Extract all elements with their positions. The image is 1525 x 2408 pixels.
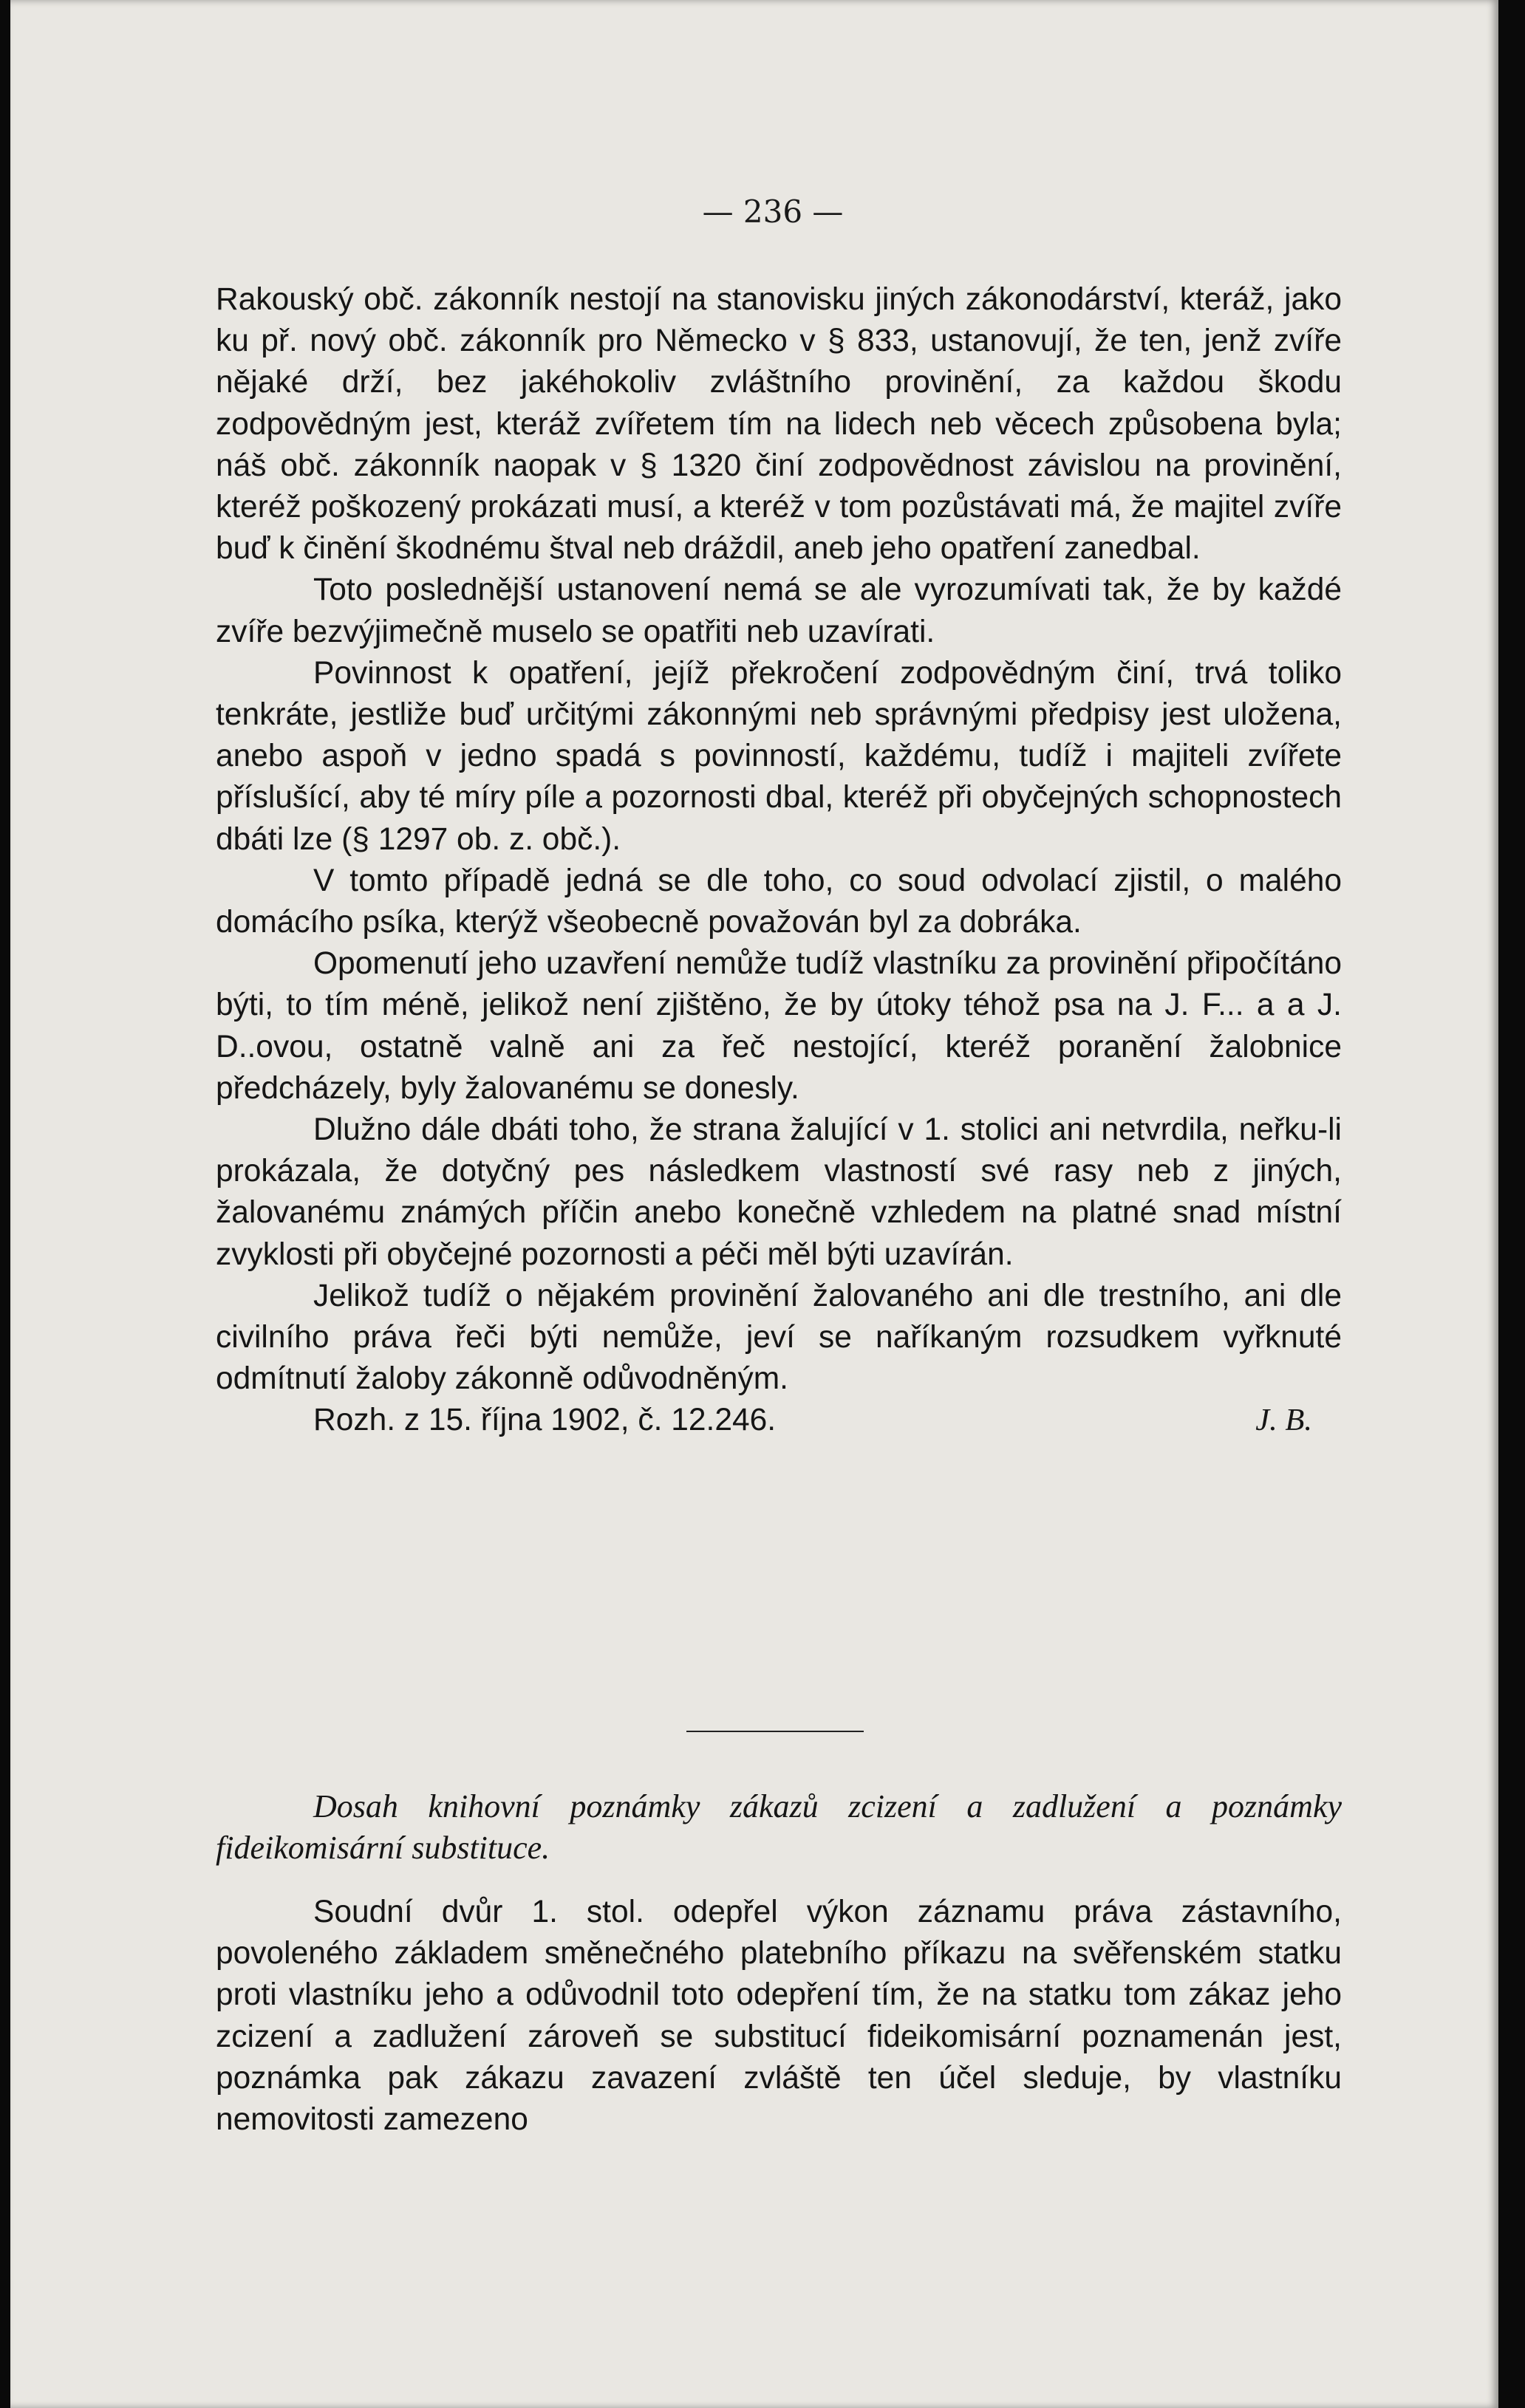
paragraph-1: Rakouský obč. zákonník nestojí na stanovisku jiných zákonodárství, kteráž, jako ku př. nový obč. zákonník pro Německo v § 833, ustanovují, že ten, jenž zvíře nějaké drží, bez jakéhokoliv zvláštního provinění, za každou škodu zodpovědným jest, kteráž zvířetem tím na lidech neb věcech způsobena byla; náš obč. zákonník naopak v § 1320 činí zodpovědnost závislou na provinění, kteréž poškozený prokázati musí, a kteréž v tom pozůstávati má, že majitel zvíře buď k činění škodnému štval neb dráždil, aneb jeho opatření zanedbal. <box>216 282 1342 567</box>
book-page <box>10 0 1498 2408</box>
paragraph-3: Povinnost k opatření, jejíž překročení zodpovědným činí, trvá toliko tenkráte, jestliže buď určitými zákonnými neb správnými předpisy jest uložena, anebo aspoň v jedno spadá s povinností, každému, tudíž i majiteli zvířete příslušící, aby té míry píle a pozornosti dbal, kteréž při obyčejných schopnostech dbáti lze (§ 1297 ob. z. obč.). <box>216 655 1342 857</box>
paragraph-6: Dlužno dále dbáti toho, že strana žalující v 1. stolici ani netvrdila, neřku-li prokázala, že dotyčný pes následkem vlastností své rasy neb z jiných, žalovanému známých příčin anebo konečně vzhledem na platné snad místní zvyklosti při obyčejné pozornosti a péči měl býti uzavírán. <box>216 1112 1342 1272</box>
decision-footer <box>216 1400 1342 1441</box>
section-heading: Dosah knihovní poznámky zákazů zcizení a zadlužení a poznámky fideikomisární substituce. <box>216 1788 1342 1866</box>
main-text <box>216 279 1342 1442</box>
page-number: — 236 — <box>702 194 844 230</box>
paragraph-7: Jelikož tudíž o nějakém provinění žalovaného ani dle trestního, ani dle civilního práva řeči býti nemůže, jeví se naříkaným rozsudkem vyřknuté odmítnutí žaloby zákonně odůvodněným. <box>216 1278 1342 1397</box>
signature: J. B. <box>1255 1403 1312 1438</box>
section-paragraph: Soudní dvůr 1. stol. odepřel výkon záznamu práva zástavního, povoleného základem směnečného platebního příkazu na svěřenském statku proti vlastníku jeho a odůvodnil toto odepření tím, že na statku tom zákaz jeho zcizení a zadlužení zároveň se substitucí fideikomisární poznamenán jest, poznámka pak zákazu zavazení zvláště ten účel sleduje, by vlastníku nemovitosti zamezeno <box>216 1895 1342 2138</box>
section-divider <box>686 1731 864 1732</box>
paragraph-5: Opomenutí jeho uzavření nemůže tudíž vlastníku za provinění připočítáno býti, to tím méně, jelikož není zjištěno, že by útoky téhož psa na J. F... a a J. D..ovou, ostatně valně ani za řeč nestojící, kteréž poranění žalobnice předcházely, byly žalovanému se donesly. <box>216 946 1342 1106</box>
paragraph-4: V tomto případě jedná se dle toho, co soud odvolací zjistil, o malého domácího psíka, kterýž všeobecně považován byl za dobráka. <box>216 863 1342 940</box>
decision-reference: Rozh. z 15. října 1902, č. 12.246. <box>313 1403 777 1438</box>
paragraph-2: Toto poslednější ustanovení nemá se ale vyrozumívati tak, že by každé zvíře bezvýjimečně muselo se opatřiti neb uzavírati. <box>216 572 1342 649</box>
section-text <box>216 1892 1342 2141</box>
